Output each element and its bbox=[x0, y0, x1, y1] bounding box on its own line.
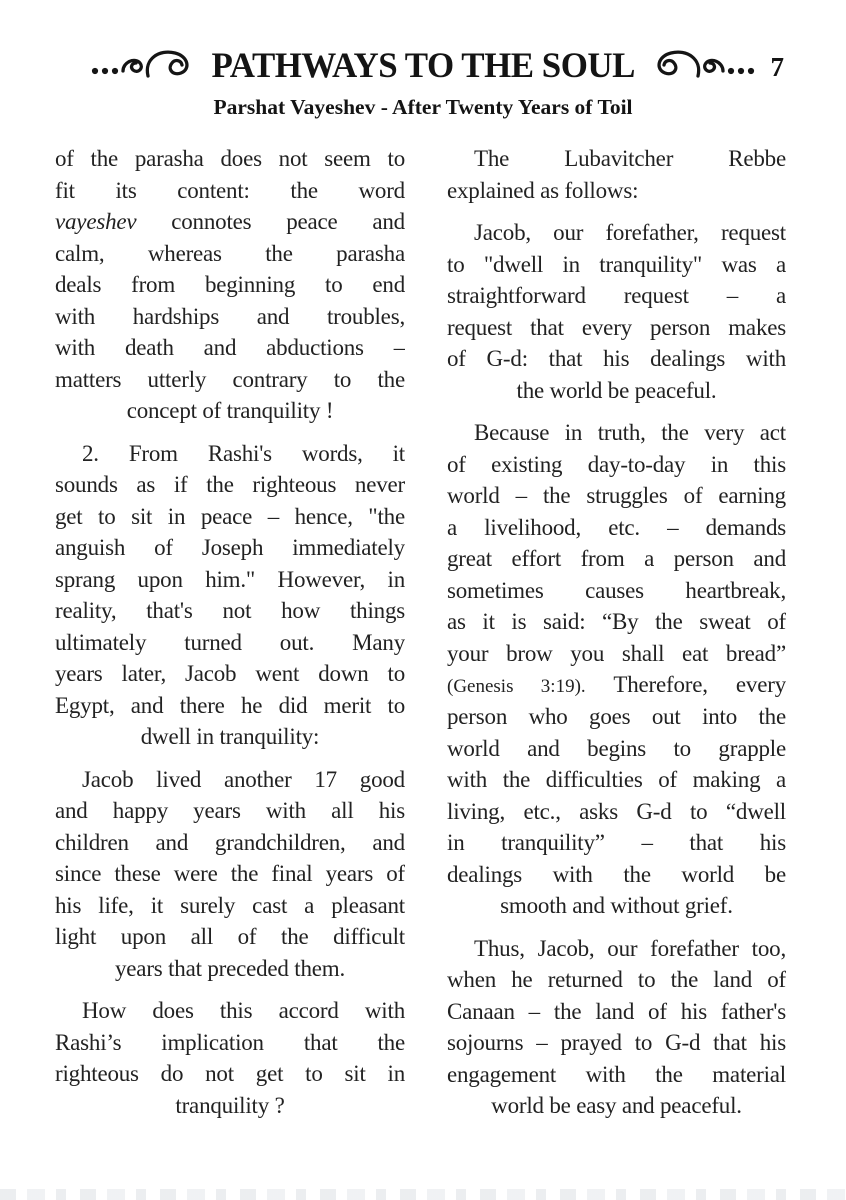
text-line: to "dwell in tranquility" was a bbox=[447, 251, 786, 277]
page-subtitle: Parshat Vayeshev - After Twenty Years of Toil bbox=[213, 95, 633, 119]
paragraph bbox=[55, 995, 405, 1121]
text-line: smooth and without grief. bbox=[500, 893, 733, 918]
text-line: sounds as if the righteous never bbox=[55, 472, 405, 497]
text-line: The Lubavitcher Rebbe bbox=[474, 146, 786, 171]
paragraph bbox=[55, 764, 405, 985]
text-line: children and grandchildren, and bbox=[55, 829, 405, 855]
text-line: sometimes causes heartbreak, bbox=[447, 577, 786, 603]
text-line: years later, Jacob went down to bbox=[55, 661, 405, 686]
text-columns bbox=[0, 143, 846, 1122]
text-line: years that preceded them. bbox=[115, 955, 345, 981]
paragraph bbox=[447, 217, 786, 406]
text-line: in tranquility” – that his bbox=[447, 830, 786, 855]
paragraph bbox=[447, 143, 786, 206]
text-line: world be easy and peaceful. bbox=[491, 1093, 742, 1118]
text-line: since these were the final years of bbox=[55, 861, 405, 886]
text-line: vayeshev connotes peace and bbox=[55, 209, 405, 234]
text-line: as it is said: “By the sweat of bbox=[447, 609, 786, 634]
text-line: Thus, Jacob, our forefather too, bbox=[474, 935, 786, 961]
text-line: Jacob lived another 17 good bbox=[82, 766, 405, 792]
right-column bbox=[447, 143, 786, 1122]
text-line: righteous do not get to sit in bbox=[55, 1061, 405, 1086]
paragraph bbox=[55, 438, 405, 753]
text-line: explained as follows: bbox=[447, 177, 639, 203]
text-line: Because in truth, the very act bbox=[474, 420, 786, 445]
text-line: world and begins to grapple bbox=[447, 735, 786, 761]
text-line: ultimately turned out. Many bbox=[55, 629, 405, 655]
page-bottom-cutoff-band bbox=[0, 1189, 846, 1200]
page-number: 7 bbox=[770, 52, 784, 82]
text-line: fit its content: the word bbox=[55, 177, 405, 203]
text-line: Rashi’s implication that the bbox=[55, 1029, 405, 1055]
text-line: concept of tranquility ! bbox=[126, 398, 334, 423]
text-line: request that every person makes bbox=[447, 314, 786, 340]
text-line: tranquility ? bbox=[175, 1092, 285, 1118]
text-line: world – the struggles of earning bbox=[447, 483, 786, 508]
page-title: PATHWAYS TO THE SOUL bbox=[211, 45, 635, 85]
text-line: deals from beginning to end bbox=[55, 272, 405, 297]
text-line: with hardships and troubles, bbox=[55, 303, 405, 329]
text-line: with death and abductions – bbox=[55, 335, 405, 360]
text-line: the world be peaceful. bbox=[516, 377, 717, 403]
text-line: living, etc., asks G-d to “dwell bbox=[447, 798, 786, 824]
left-column bbox=[55, 143, 405, 1122]
text-line: his life, it surely cast a pleasant bbox=[55, 892, 405, 918]
text-line: engagement with the material bbox=[447, 1061, 786, 1087]
text-line: Canaan – the land of his father's bbox=[447, 998, 786, 1024]
text-line: with the difficulties of making a bbox=[447, 767, 786, 792]
text-line: great effort from a person and bbox=[447, 546, 786, 571]
text-line: when he returned to the land of bbox=[447, 967, 786, 992]
text-line: Egypt, and there he did merit to bbox=[55, 692, 405, 718]
text-line: anguish of Joseph immediately bbox=[55, 535, 405, 560]
page-header bbox=[0, 0, 846, 120]
text-line: dealings with the world be bbox=[447, 861, 786, 887]
paragraph bbox=[447, 933, 786, 1122]
text-line: of the parasha does not seem to bbox=[55, 146, 405, 171]
text-line: sprang upon him." However, in bbox=[55, 566, 405, 592]
text-line: of existing day-to-day in this bbox=[447, 451, 786, 477]
flourish-left-icon bbox=[89, 45, 197, 85]
text-line: dwell in tranquility: bbox=[140, 724, 320, 749]
text-line: matters utterly contrary to the bbox=[55, 366, 405, 392]
title-row bbox=[0, 42, 846, 88]
text-line: straightforward request – a bbox=[447, 283, 786, 308]
text-line: and happy years with all his bbox=[55, 798, 405, 823]
text-line: get to sit in peace – hence, "the bbox=[55, 503, 405, 529]
text-line: light upon all of the difficult bbox=[55, 924, 405, 949]
text-line: Jacob, our forefather, request bbox=[474, 220, 786, 245]
paragraph bbox=[447, 417, 786, 922]
text-line: of G-d: that his dealings with bbox=[447, 346, 786, 371]
flourish-right-icon bbox=[649, 45, 757, 85]
text-line: person who goes out into the bbox=[447, 704, 786, 729]
text-line: (Genesis 3:19). Therefore, every bbox=[447, 672, 786, 697]
text-line: calm, whereas the parasha bbox=[55, 240, 405, 266]
paragraph bbox=[55, 143, 405, 427]
text-line: reality, that's not how things bbox=[55, 598, 405, 623]
text-line: How does this accord with bbox=[82, 998, 405, 1023]
text-line: sojourns – prayed to G-d that his bbox=[447, 1030, 786, 1055]
text-line: a livelihood, etc. – demands bbox=[447, 514, 786, 540]
text-line: your brow you shall eat bread” bbox=[447, 640, 786, 666]
text-line: 2. From Rashi's words, it bbox=[82, 440, 405, 466]
